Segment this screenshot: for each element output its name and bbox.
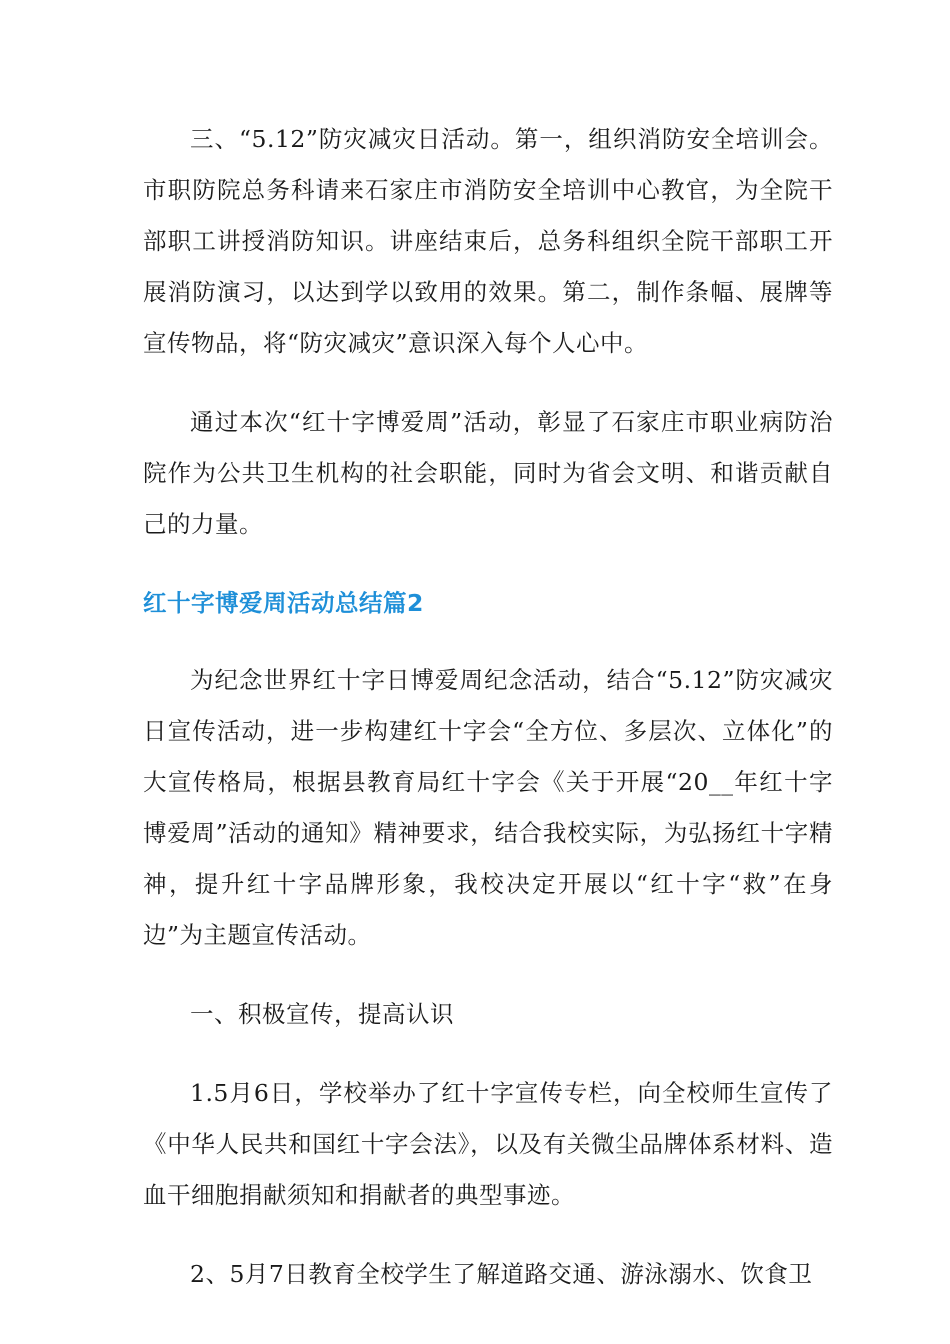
paragraph-intro: 为纪念世界红十字日博爱周纪念活动，结合“5.12”防灾减灾日宣传活动，进一步构建红十字会“全方位、多层次、立体化”的大宣传格局，根据县教育局红十字会《关于开展“20__年红十字博爱周”活动的通知》精神要求，结合我校实际，为弘扬红十字精神，提升红十字品牌形象，我校决定开展以“红十字“救”在身边”为主题宣传活动。 — [143, 666, 833, 949]
paragraph-subheading-promotion: 一、积极宣传，提高认识 — [190, 1000, 454, 1028]
paragraph-item-1: 1.5月6日，学校举办了红十字宣传专栏，向全校师生宣传了《中华人民共和国红十字会法》，以及有关微尘品牌体系材料、造血干细胞捐献须知和捐献者的典型事迹。 — [143, 1079, 833, 1209]
paragraph-disaster-day-activity: 三、“5.12”防灾减灾日活动。第一，组织消防安全培训会。市职防院总务科请来石家庄市消防安全培训中心教官，为全院干部职工讲授消防知识。讲座结束后，总务科组织全院干部职工开展消防演习，以达到学以致用的效果。第二，制作条幅、展牌等宣传物品，将“防灾减灾”意识深入每个人心中。 — [143, 125, 833, 357]
document-body — [143, 114, 833, 1300]
paragraph-activity-summary: 通过本次“红十字博爱周”活动，彰显了石家庄市职业病防治院作为公共卫生机构的社会职能，同时为省会文明、和谐贡献自己的力量。 — [143, 408, 833, 538]
section-heading: 红十字博爱周活动总结篇2 — [143, 589, 424, 617]
paragraph-item-2: 2、5月7日教育全校学生了解道路交通、游泳溺水、饮食卫 — [190, 1260, 813, 1288]
